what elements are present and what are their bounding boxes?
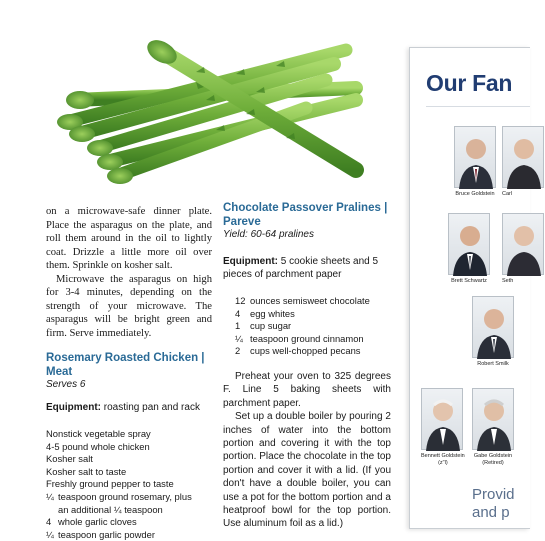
- ingredient-text: cup sugar: [250, 320, 292, 332]
- staff-card: [421, 388, 465, 467]
- ingredient-item: [46, 428, 212, 441]
- ingredient-item: [235, 345, 391, 358]
- equipment-line: [223, 255, 391, 281]
- ingredient-text: Nonstick vegetable spray: [46, 428, 151, 439]
- staff-card: [472, 296, 514, 368]
- instruction-paragraph: Set up a double boiler by pouring 2 inches of water into the bottom portion and covering it with the top portion. Place the chocolate in the top portion and cover it with a lid. (If you don't have a double boiler, you can use a pot for the bottom portion and a heatproof bowl for the top portion. Use aluminum foil as a lid.): [223, 411, 391, 530]
- ingredient-qty: 4: [46, 516, 52, 528]
- portrait-photo: [448, 213, 490, 275]
- ingredient-item: [46, 453, 212, 466]
- equipment-line: [46, 401, 212, 414]
- ingredient-text: an additional ¼ teaspoon: [58, 503, 163, 515]
- staff-name: Bruce Goldstein: [455, 191, 495, 197]
- asparagus-photo: [56, 30, 368, 190]
- body-paragraph: Microwave the asparagus on high for 3-4 minutes, depending on the strength of your microwave. The asparagus will be bright green and firm. Serve immediately.: [46, 273, 212, 339]
- recipe-title: Rosemary Roasted Chicken | Meat: [46, 352, 205, 378]
- ingredient-item: [46, 516, 212, 529]
- ingredient-qty: 12: [235, 295, 246, 306]
- left-column: [46, 205, 212, 541]
- portrait-photo: [421, 388, 463, 450]
- staff-note: (z"l): [438, 460, 448, 466]
- ingredient-qty: ¼: [235, 332, 243, 344]
- recipe-yield: Yield: 60-64 pralines: [223, 229, 314, 240]
- ingredient-qty: 2: [235, 345, 241, 357]
- staff-name: Carl: [502, 191, 513, 197]
- equipment-label: Equipment:: [223, 256, 278, 267]
- staff-name: Robert Smilk: [477, 361, 509, 367]
- recipe-serves: Serves 6: [46, 379, 86, 390]
- equipment-label: Equipment:: [46, 402, 101, 413]
- panel-footer-text: Provid: [472, 486, 515, 503]
- ingredient-item: [46, 529, 212, 541]
- ingredient-text: whole garlic cloves: [58, 516, 137, 528]
- ingredient-item: [46, 478, 212, 491]
- staff-card: [448, 213, 490, 285]
- ingredient-item: [235, 308, 391, 321]
- body-paragraph: on a microwave-safe dinner plate. Place the asparagus on the plate, and roll them around in the oil to lightly coat. Drizzle a little more oil over them. Sprinkle on kosher salt.: [46, 206, 212, 271]
- ingredient-qty: 1: [235, 320, 241, 332]
- staff-name: Gabe Goldstein: [473, 453, 513, 459]
- ingredient-item: [46, 466, 212, 479]
- ingredient-text: egg whites: [250, 307, 295, 319]
- ingredient-list: [46, 428, 212, 541]
- portrait-photo: [502, 213, 544, 275]
- portrait-photo: [472, 296, 514, 358]
- ingredient-item: [235, 333, 391, 346]
- staff-name: Seth: [502, 278, 514, 284]
- staff-card: [502, 126, 544, 198]
- ingredient-item: [235, 295, 391, 308]
- recipe-title: Chocolate Passover Pralines | Pareve: [223, 202, 388, 228]
- ingredient-text: Freshly ground pepper to taste: [46, 478, 174, 490]
- ingredient-qty: ¼: [46, 528, 54, 540]
- ingredient-item: [235, 320, 391, 333]
- ingredient-item-continued: [46, 504, 212, 517]
- portrait-photo: [454, 126, 496, 188]
- staff-name: Brett Schwartz: [451, 278, 487, 284]
- staff-name: Bennett Goldstein: [421, 453, 465, 459]
- ingredient-text: 4-5 pound whole chicken: [46, 440, 150, 452]
- ingredient-text: teaspoon ground cinnamon: [250, 332, 364, 344]
- staff-card: [502, 213, 544, 285]
- panel-title: Our Fan: [426, 70, 513, 96]
- equipment-text: roasting pan and rack: [103, 402, 200, 413]
- ingredient-text: ounces semisweet chocolate: [250, 295, 370, 306]
- ingredient-list: [223, 295, 391, 358]
- staff-card: [472, 388, 514, 467]
- staff-note: (Retired): [482, 460, 504, 466]
- ingredient-text: Kosher salt to taste: [46, 465, 127, 477]
- ingredient-qty: ¼: [46, 490, 54, 502]
- portrait-photo: [472, 388, 514, 450]
- panel-divider: [426, 106, 530, 107]
- ingredient-text: Kosher salt: [46, 453, 93, 465]
- ingredient-text: teaspoon garlic powder: [58, 528, 155, 540]
- ingredient-item: [46, 441, 212, 454]
- ingredient-qty: 4: [235, 307, 241, 319]
- middle-column: [223, 202, 391, 531]
- ingredient-text: cups well-chopped pecans: [250, 345, 361, 357]
- family-sidebar-panel: [409, 47, 530, 529]
- equipment-text: 5 cookie sheets and 5 pieces of parchment paper: [223, 256, 379, 280]
- portrait-photo: [502, 126, 544, 188]
- panel-footer-text-2: and p: [472, 504, 510, 521]
- ingredient-text: teaspoon ground rosemary, plus: [58, 490, 192, 502]
- ingredient-item: [46, 491, 212, 504]
- staff-card: [454, 126, 496, 198]
- instruction-paragraph: Preheat your oven to 325 degrees F. Line 5 baking sheets with parchment paper.: [223, 370, 391, 409]
